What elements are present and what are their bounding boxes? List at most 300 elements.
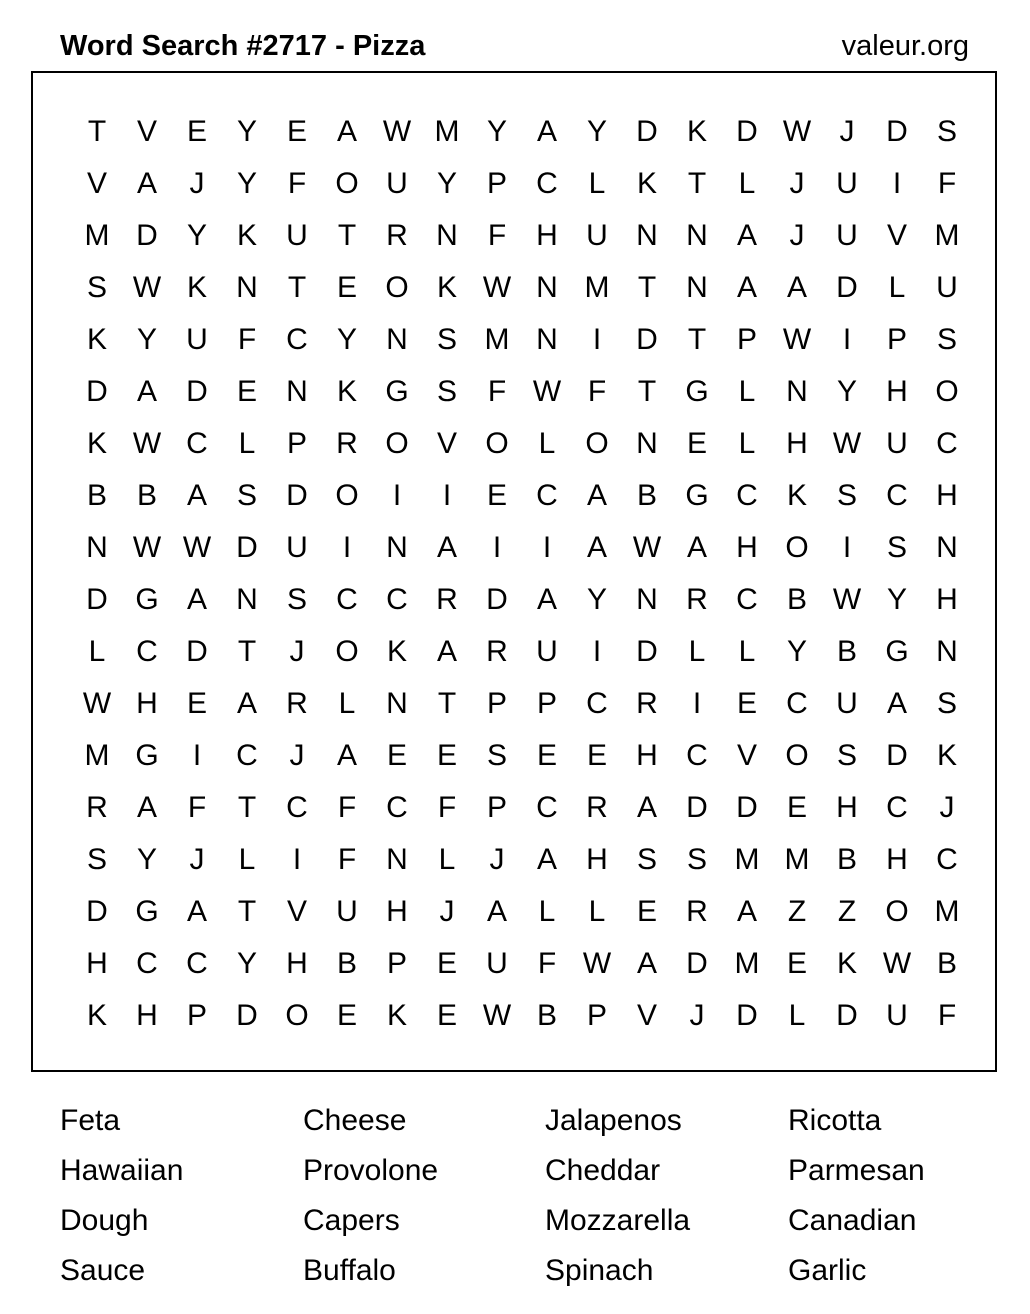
grid-cell[interactable]: T bbox=[687, 323, 707, 356]
grid-cell[interactable]: P bbox=[386, 947, 407, 980]
grid-cell[interactable]: W bbox=[182, 531, 212, 564]
grid-cell[interactable]: A bbox=[886, 687, 907, 720]
grid-cell[interactable]: O bbox=[285, 999, 309, 1032]
grid-cell[interactable]: N bbox=[386, 687, 408, 720]
grid-cell[interactable]: E bbox=[286, 115, 307, 148]
grid-cell[interactable]: W bbox=[632, 531, 662, 564]
grid-cell[interactable]: W bbox=[782, 115, 812, 148]
grid-cell[interactable]: J bbox=[939, 791, 955, 824]
grid-cell[interactable]: I bbox=[192, 739, 202, 772]
grid-cell[interactable]: C bbox=[286, 791, 308, 824]
grid-cell[interactable]: T bbox=[237, 791, 257, 824]
grid-cell[interactable]: B bbox=[536, 999, 557, 1032]
grid-cell[interactable]: L bbox=[738, 167, 756, 200]
grid-cell[interactable]: P bbox=[486, 167, 507, 200]
grid-cell[interactable]: S bbox=[886, 531, 907, 564]
grid-cell[interactable]: W bbox=[132, 427, 162, 460]
grid-cell[interactable]: H bbox=[536, 219, 558, 252]
grid-cell[interactable]: T bbox=[237, 895, 257, 928]
grid-cell[interactable]: C bbox=[136, 947, 158, 980]
grid-cell[interactable]: R bbox=[686, 583, 708, 616]
grid-cell[interactable]: J bbox=[489, 843, 505, 876]
grid-cell[interactable]: B bbox=[786, 583, 807, 616]
grid-cell[interactable]: M bbox=[734, 843, 760, 876]
grid-cell[interactable]: F bbox=[487, 219, 507, 252]
grid-cell[interactable]: F bbox=[437, 791, 457, 824]
grid-cell[interactable]: F bbox=[287, 167, 307, 200]
grid-cell[interactable]: E bbox=[436, 739, 457, 772]
grid-cell[interactable]: S bbox=[86, 843, 107, 876]
grid-cell[interactable]: A bbox=[636, 791, 657, 824]
grid-cell[interactable]: T bbox=[637, 271, 657, 304]
grid-cell[interactable]: E bbox=[236, 375, 257, 408]
grid-cell[interactable]: G bbox=[685, 479, 709, 512]
grid-cell[interactable]: A bbox=[486, 895, 507, 928]
grid-cell[interactable]: D bbox=[236, 531, 258, 564]
grid-cell[interactable]: M bbox=[434, 115, 460, 148]
grid-cell[interactable]: N bbox=[636, 583, 658, 616]
grid-cell[interactable]: C bbox=[286, 323, 308, 356]
grid-cell[interactable]: D bbox=[86, 583, 108, 616]
grid-cell[interactable]: Z bbox=[837, 895, 857, 928]
grid-cell[interactable]: S bbox=[486, 739, 507, 772]
grid-cell[interactable]: R bbox=[286, 687, 308, 720]
grid-cell[interactable]: F bbox=[937, 999, 957, 1032]
grid-cell[interactable]: K bbox=[936, 739, 957, 772]
grid-cell[interactable]: Y bbox=[836, 375, 857, 408]
grid-cell[interactable]: R bbox=[86, 791, 108, 824]
grid-cell[interactable]: I bbox=[342, 531, 352, 564]
grid-cell[interactable]: S bbox=[436, 323, 457, 356]
grid-cell[interactable]: M bbox=[84, 739, 110, 772]
grid-cell[interactable]: N bbox=[386, 531, 408, 564]
grid-cell[interactable]: R bbox=[586, 791, 608, 824]
grid-cell[interactable]: E bbox=[686, 427, 707, 460]
grid-cell[interactable]: C bbox=[886, 479, 908, 512]
grid-cell[interactable]: J bbox=[439, 895, 455, 928]
grid-cell[interactable]: O bbox=[485, 427, 509, 460]
grid-cell[interactable]: O bbox=[335, 479, 359, 512]
grid-cell[interactable]: H bbox=[286, 947, 308, 980]
grid-cell[interactable]: Y bbox=[236, 947, 257, 980]
grid-cell[interactable]: J bbox=[289, 739, 305, 772]
grid-cell[interactable]: Y bbox=[186, 219, 207, 252]
grid-cell[interactable]: C bbox=[736, 583, 758, 616]
grid-cell[interactable]: R bbox=[386, 219, 408, 252]
grid-cell[interactable]: D bbox=[186, 375, 208, 408]
grid-cell[interactable]: H bbox=[836, 791, 858, 824]
grid-cell[interactable]: D bbox=[186, 635, 208, 668]
grid-cell[interactable]: C bbox=[736, 479, 758, 512]
grid-cell[interactable]: A bbox=[586, 531, 607, 564]
grid-cell[interactable]: A bbox=[736, 895, 757, 928]
grid-cell[interactable]: E bbox=[386, 739, 407, 772]
grid-cell[interactable]: F bbox=[337, 791, 357, 824]
grid-cell[interactable]: E bbox=[736, 687, 757, 720]
grid-cell[interactable]: C bbox=[886, 791, 908, 824]
grid-cell[interactable]: R bbox=[636, 687, 658, 720]
grid-cell[interactable]: L bbox=[338, 687, 356, 720]
grid-cell[interactable]: M bbox=[584, 271, 610, 304]
grid-cell[interactable]: I bbox=[492, 531, 502, 564]
grid-cell[interactable]: S bbox=[636, 843, 657, 876]
grid-cell[interactable]: C bbox=[936, 427, 958, 460]
grid-cell[interactable]: J bbox=[289, 635, 305, 668]
grid-cell[interactable]: H bbox=[936, 583, 958, 616]
grid-cell[interactable]: G bbox=[685, 375, 709, 408]
grid-cell[interactable]: N bbox=[536, 271, 558, 304]
grid-cell[interactable]: E bbox=[436, 999, 457, 1032]
grid-cell[interactable]: U bbox=[586, 219, 608, 252]
grid-cell[interactable]: O bbox=[335, 167, 359, 200]
grid-cell[interactable]: P bbox=[186, 999, 207, 1032]
grid-cell[interactable]: B bbox=[836, 635, 857, 668]
grid-cell[interactable]: S bbox=[836, 739, 857, 772]
grid-cell[interactable]: A bbox=[536, 115, 557, 148]
grid-cell[interactable]: M bbox=[934, 219, 960, 252]
grid-cell[interactable]: J bbox=[839, 115, 855, 148]
grid-cell[interactable]: V bbox=[886, 219, 907, 252]
grid-cell[interactable]: T bbox=[337, 219, 357, 252]
grid-cell[interactable]: H bbox=[736, 531, 758, 564]
grid-cell[interactable]: A bbox=[736, 271, 757, 304]
grid-cell[interactable]: O bbox=[385, 427, 409, 460]
grid-cell[interactable]: O bbox=[335, 635, 359, 668]
grid-cell[interactable]: K bbox=[386, 999, 407, 1032]
grid-cell[interactable]: M bbox=[734, 947, 760, 980]
grid-cell[interactable]: M bbox=[84, 219, 110, 252]
grid-cell[interactable]: K bbox=[386, 635, 407, 668]
grid-cell[interactable]: R bbox=[336, 427, 358, 460]
grid-cell[interactable]: U bbox=[836, 687, 858, 720]
grid-cell[interactable]: E bbox=[586, 739, 607, 772]
grid-cell[interactable]: J bbox=[189, 843, 205, 876]
grid-cell[interactable]: W bbox=[832, 583, 862, 616]
grid-cell[interactable]: P bbox=[486, 791, 507, 824]
grid-cell[interactable]: E bbox=[436, 947, 457, 980]
grid-cell[interactable]: G bbox=[385, 375, 409, 408]
grid-cell[interactable]: M bbox=[784, 843, 810, 876]
grid-cell[interactable]: A bbox=[436, 531, 457, 564]
grid-cell[interactable]: E bbox=[336, 999, 357, 1032]
grid-cell[interactable]: C bbox=[386, 583, 408, 616]
grid-cell[interactable]: Y bbox=[436, 167, 457, 200]
grid-cell[interactable]: E bbox=[486, 479, 507, 512]
grid-cell[interactable]: N bbox=[86, 531, 108, 564]
grid-cell[interactable]: T bbox=[637, 375, 657, 408]
grid-cell[interactable]: K bbox=[86, 999, 107, 1032]
grid-cell[interactable]: E bbox=[536, 739, 557, 772]
grid-cell[interactable]: F bbox=[337, 843, 357, 876]
grid-cell[interactable]: I bbox=[292, 843, 302, 876]
grid-cell[interactable]: L bbox=[588, 167, 606, 200]
grid-cell[interactable]: L bbox=[788, 999, 806, 1032]
grid-cell[interactable]: F bbox=[187, 791, 207, 824]
grid-cell[interactable]: A bbox=[136, 167, 157, 200]
grid-cell[interactable]: A bbox=[186, 583, 207, 616]
grid-cell[interactable]: A bbox=[536, 843, 557, 876]
grid-cell[interactable]: D bbox=[236, 999, 258, 1032]
grid-cell[interactable]: L bbox=[538, 895, 556, 928]
grid-cell[interactable]: B bbox=[636, 479, 657, 512]
grid-cell[interactable]: K bbox=[786, 479, 807, 512]
grid-cell[interactable]: V bbox=[286, 895, 307, 928]
grid-cell[interactable]: U bbox=[536, 635, 558, 668]
grid-cell[interactable]: F bbox=[237, 323, 257, 356]
grid-cell[interactable]: D bbox=[836, 999, 858, 1032]
grid-cell[interactable]: A bbox=[786, 271, 807, 304]
grid-cell[interactable]: L bbox=[738, 635, 756, 668]
grid-cell[interactable]: H bbox=[136, 687, 158, 720]
grid-cell[interactable]: T bbox=[87, 115, 107, 148]
grid-cell[interactable]: E bbox=[786, 791, 807, 824]
grid-cell[interactable]: H bbox=[936, 479, 958, 512]
grid-cell[interactable]: N bbox=[436, 219, 458, 252]
grid-cell[interactable]: F bbox=[587, 375, 607, 408]
grid-cell[interactable]: N bbox=[386, 843, 408, 876]
grid-cell[interactable]: H bbox=[136, 999, 158, 1032]
grid-cell[interactable]: A bbox=[536, 583, 557, 616]
grid-cell[interactable]: T bbox=[687, 167, 707, 200]
grid-cell[interactable]: S bbox=[236, 479, 257, 512]
grid-cell[interactable]: J bbox=[189, 167, 205, 200]
grid-cell[interactable]: W bbox=[82, 687, 112, 720]
grid-cell[interactable]: P bbox=[586, 999, 607, 1032]
grid-cell[interactable]: U bbox=[886, 999, 908, 1032]
grid-cell[interactable]: N bbox=[636, 427, 658, 460]
grid-cell[interactable]: D bbox=[486, 583, 508, 616]
grid-cell[interactable]: H bbox=[586, 843, 608, 876]
grid-cell[interactable]: W bbox=[532, 375, 562, 408]
grid-cell[interactable]: C bbox=[936, 843, 958, 876]
grid-cell[interactable]: I bbox=[542, 531, 552, 564]
grid-cell[interactable]: N bbox=[236, 583, 258, 616]
grid-cell[interactable]: P bbox=[886, 323, 907, 356]
grid-cell[interactable]: I bbox=[592, 323, 602, 356]
grid-cell[interactable]: Y bbox=[236, 115, 257, 148]
grid-cell[interactable]: C bbox=[686, 739, 708, 772]
grid-cell[interactable]: O bbox=[935, 375, 959, 408]
grid-cell[interactable]: T bbox=[437, 687, 457, 720]
grid-cell[interactable]: P bbox=[736, 323, 757, 356]
grid-cell[interactable]: D bbox=[686, 947, 708, 980]
grid-cell[interactable]: N bbox=[686, 219, 708, 252]
grid-cell[interactable]: A bbox=[136, 791, 157, 824]
grid-cell[interactable]: Y bbox=[786, 635, 807, 668]
grid-cell[interactable]: C bbox=[536, 791, 558, 824]
grid-cell[interactable]: I bbox=[592, 635, 602, 668]
grid-cell[interactable]: W bbox=[882, 947, 912, 980]
grid-cell[interactable]: J bbox=[689, 999, 705, 1032]
grid-cell[interactable]: L bbox=[88, 635, 106, 668]
grid-cell[interactable]: H bbox=[886, 375, 908, 408]
grid-cell[interactable]: B bbox=[86, 479, 107, 512]
grid-cell[interactable]: N bbox=[386, 323, 408, 356]
grid-cell[interactable]: E bbox=[636, 895, 657, 928]
grid-cell[interactable]: C bbox=[186, 947, 208, 980]
grid-cell[interactable]: V bbox=[86, 167, 107, 200]
grid-cell[interactable]: N bbox=[286, 375, 308, 408]
grid-cell[interactable]: D bbox=[886, 115, 908, 148]
grid-cell[interactable]: B bbox=[336, 947, 357, 980]
grid-cell[interactable]: K bbox=[436, 271, 457, 304]
grid-cell[interactable]: S bbox=[936, 115, 957, 148]
grid-cell[interactable]: L bbox=[888, 271, 906, 304]
grid-cell[interactable]: B bbox=[836, 843, 857, 876]
grid-cell[interactable]: D bbox=[86, 895, 108, 928]
grid-cell[interactable]: O bbox=[785, 739, 809, 772]
grid-cell[interactable]: R bbox=[436, 583, 458, 616]
grid-cell[interactable]: I bbox=[842, 531, 852, 564]
grid-cell[interactable]: L bbox=[438, 843, 456, 876]
grid-cell[interactable]: L bbox=[688, 635, 706, 668]
grid-cell[interactable]: U bbox=[286, 219, 308, 252]
grid-cell[interactable]: A bbox=[686, 531, 707, 564]
grid-cell[interactable]: E bbox=[186, 115, 207, 148]
grid-cell[interactable]: I bbox=[692, 687, 702, 720]
grid-cell[interactable]: D bbox=[886, 739, 908, 772]
grid-cell[interactable]: U bbox=[836, 167, 858, 200]
grid-cell[interactable]: I bbox=[392, 479, 402, 512]
grid-cell[interactable]: D bbox=[736, 115, 758, 148]
grid-cell[interactable]: D bbox=[636, 323, 658, 356]
grid-cell[interactable]: K bbox=[636, 167, 657, 200]
grid-cell[interactable]: A bbox=[136, 375, 157, 408]
grid-cell[interactable]: N bbox=[936, 531, 958, 564]
grid-cell[interactable]: O bbox=[385, 271, 409, 304]
grid-cell[interactable]: Y bbox=[886, 583, 907, 616]
grid-cell[interactable]: L bbox=[538, 427, 556, 460]
grid-cell[interactable]: S bbox=[836, 479, 857, 512]
grid-cell[interactable]: A bbox=[236, 687, 257, 720]
grid-cell[interactable]: C bbox=[336, 583, 358, 616]
grid-cell[interactable]: U bbox=[486, 947, 508, 980]
grid-cell[interactable]: D bbox=[736, 999, 758, 1032]
grid-cell[interactable]: D bbox=[86, 375, 108, 408]
grid-cell[interactable]: I bbox=[842, 323, 852, 356]
grid-cell[interactable]: B bbox=[136, 479, 157, 512]
grid-cell[interactable]: K bbox=[86, 427, 107, 460]
grid-cell[interactable]: P bbox=[486, 687, 507, 720]
grid-cell[interactable]: A bbox=[336, 739, 357, 772]
grid-cell[interactable]: H bbox=[86, 947, 108, 980]
grid-cell[interactable]: L bbox=[238, 427, 256, 460]
grid-cell[interactable]: E bbox=[186, 687, 207, 720]
grid-cell[interactable]: W bbox=[382, 115, 412, 148]
grid-cell[interactable]: P bbox=[536, 687, 557, 720]
grid-cell[interactable]: C bbox=[536, 479, 558, 512]
grid-cell[interactable]: W bbox=[482, 271, 512, 304]
grid-cell[interactable]: S bbox=[436, 375, 457, 408]
grid-cell[interactable]: M bbox=[484, 323, 510, 356]
grid-cell[interactable]: C bbox=[136, 635, 158, 668]
grid-cell[interactable]: F bbox=[487, 375, 507, 408]
grid-cell[interactable]: A bbox=[186, 895, 207, 928]
grid-cell[interactable]: L bbox=[738, 427, 756, 460]
grid-cell[interactable]: S bbox=[686, 843, 707, 876]
grid-cell[interactable]: U bbox=[386, 167, 408, 200]
grid-cell[interactable]: H bbox=[636, 739, 658, 772]
grid-cell[interactable]: V bbox=[136, 115, 157, 148]
grid-cell[interactable]: Y bbox=[136, 843, 157, 876]
grid-cell[interactable]: D bbox=[286, 479, 308, 512]
grid-cell[interactable]: M bbox=[934, 895, 960, 928]
grid-cell[interactable]: U bbox=[886, 427, 908, 460]
grid-cell[interactable]: Y bbox=[586, 115, 607, 148]
grid-cell[interactable]: Y bbox=[336, 323, 357, 356]
grid-cell[interactable]: W bbox=[482, 999, 512, 1032]
grid-cell[interactable]: S bbox=[86, 271, 107, 304]
grid-cell[interactable]: D bbox=[836, 271, 858, 304]
grid-cell[interactable]: W bbox=[832, 427, 862, 460]
grid-cell[interactable]: K bbox=[336, 375, 357, 408]
grid-cell[interactable]: N bbox=[236, 271, 258, 304]
grid-cell[interactable]: J bbox=[789, 219, 805, 252]
grid-cell[interactable]: A bbox=[436, 635, 457, 668]
grid-cell[interactable]: U bbox=[936, 271, 958, 304]
grid-cell[interactable]: G bbox=[135, 739, 159, 772]
grid-cell[interactable]: J bbox=[789, 167, 805, 200]
grid-cell[interactable]: R bbox=[686, 895, 708, 928]
grid-cell[interactable]: W bbox=[582, 947, 612, 980]
grid-cell[interactable]: U bbox=[186, 323, 208, 356]
grid-cell[interactable]: I bbox=[442, 479, 452, 512]
grid-cell[interactable]: N bbox=[936, 635, 958, 668]
grid-cell[interactable]: V bbox=[636, 999, 657, 1032]
grid-cell[interactable]: V bbox=[436, 427, 457, 460]
grid-cell[interactable]: Y bbox=[236, 167, 257, 200]
grid-cell[interactable]: K bbox=[86, 323, 107, 356]
grid-cell[interactable]: H bbox=[886, 843, 908, 876]
grid-cell[interactable]: C bbox=[586, 687, 608, 720]
grid-cell[interactable]: C bbox=[236, 739, 258, 772]
grid-cell[interactable]: D bbox=[636, 115, 658, 148]
grid-cell[interactable]: A bbox=[186, 479, 207, 512]
grid-cell[interactable]: L bbox=[588, 895, 606, 928]
grid-cell[interactable]: O bbox=[585, 427, 609, 460]
grid-cell[interactable]: G bbox=[135, 583, 159, 616]
grid-cell[interactable]: K bbox=[836, 947, 857, 980]
grid-cell[interactable]: V bbox=[736, 739, 757, 772]
grid-cell[interactable]: D bbox=[686, 791, 708, 824]
grid-cell[interactable]: I bbox=[892, 167, 902, 200]
grid-cell[interactable]: W bbox=[132, 531, 162, 564]
grid-cell[interactable]: N bbox=[686, 271, 708, 304]
grid-cell[interactable]: K bbox=[236, 219, 257, 252]
grid-cell[interactable]: A bbox=[336, 115, 357, 148]
grid-cell[interactable]: S bbox=[286, 583, 307, 616]
grid-cell[interactable]: D bbox=[736, 791, 758, 824]
grid-cell[interactable]: W bbox=[782, 323, 812, 356]
grid-cell[interactable]: T bbox=[287, 271, 307, 304]
grid-cell[interactable]: C bbox=[536, 167, 558, 200]
grid-cell[interactable]: Y bbox=[136, 323, 157, 356]
grid-cell[interactable]: D bbox=[136, 219, 158, 252]
grid-cell[interactable]: A bbox=[636, 947, 657, 980]
grid-cell[interactable]: Y bbox=[486, 115, 507, 148]
grid-cell[interactable]: K bbox=[686, 115, 707, 148]
grid-cell[interactable]: G bbox=[885, 635, 909, 668]
grid-cell[interactable]: E bbox=[336, 271, 357, 304]
grid-cell[interactable]: G bbox=[135, 895, 159, 928]
grid-cell[interactable]: O bbox=[885, 895, 909, 928]
grid-cell[interactable]: L bbox=[238, 843, 256, 876]
grid-cell[interactable]: H bbox=[386, 895, 408, 928]
grid-cell[interactable]: U bbox=[286, 531, 308, 564]
grid-cell[interactable]: E bbox=[786, 947, 807, 980]
grid-cell[interactable]: C bbox=[386, 791, 408, 824]
grid-cell[interactable]: N bbox=[536, 323, 558, 356]
